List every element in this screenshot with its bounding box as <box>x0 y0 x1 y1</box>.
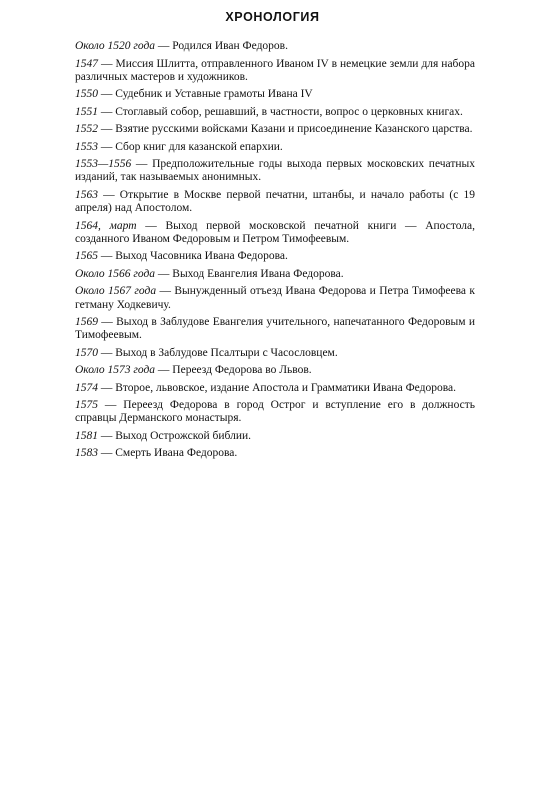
entry-date: 1563 <box>75 188 98 201</box>
page-title: ХРОНОЛОГИЯ <box>225 10 320 24</box>
chronology-entry: 1553 — Сбор книг для казанской епархии. <box>75 140 283 153</box>
chronology-entry: 1547 — Миссия Шлитта, отправленного Иваном IV в немецкие земли для набора различных мастеров и художников. <box>75 57 476 83</box>
entry-text: Предположительные годы выхода первых московских печатных изданий, так называемых анонимных. <box>75 158 476 184</box>
chronology-entry: 1570 — Выход в Заблудове Псалтыри с Часословцем. <box>75 346 338 359</box>
entry-text: Родился Иван Федоров. <box>172 40 288 52</box>
entry-text: Выход Острожской библии. <box>115 429 252 442</box>
chronology-entry: 1569 — Выход в Заблудове Евангелия учительного, напечатанного Федоровым и Тимофеевым. <box>75 316 475 342</box>
entry-date: 1583 <box>75 447 98 460</box>
chronology-entry: Около 1567 года — Вынужденный отъезд Ивана Федорова и Петра Тимофеева к гетману Ходкевичу. <box>75 285 476 311</box>
chronology-entry: 1581 — Выход Острожской библии. <box>75 429 252 442</box>
entry-date: 1569 <box>75 316 98 329</box>
entry-date: 1553 <box>75 140 98 153</box>
entry-date: Около 1520 года <box>75 40 156 52</box>
entry-text: Миссия Шлитта, отправленного Иваном IV в немецкие земли для набора различных мастеров и художников. <box>75 57 476 83</box>
chronology-entry: 1563 — Открытие в Москве первой печатни, штанбы, и начало работы (с 19 апреля) над Апостолом. <box>75 188 475 215</box>
entry-text: Выход в Заблудове Евангелия учительного, напечатанного Федоровым и Тимофеевым. <box>75 316 475 342</box>
entry-text: Переезд Федорова в город Острог и вступление его в должность справцы Дерманского монастыря. <box>75 399 475 425</box>
chronology-entry: Около 1573 года — Переезд Федорова во Львов. <box>75 364 312 377</box>
entry-date: 1551 <box>75 105 98 118</box>
entry-text: Второе, львовское, издание Апостола и Грамматики Ивана Федорова. <box>115 381 456 394</box>
entry-text: Сбор книг для казанской епархии. <box>115 140 283 153</box>
entry-text: Выход первой московской печатной книги — Апостола, созданного Иваном Федоровым и Петром Тимофеевым. <box>75 219 476 245</box>
chronology-entry: 1574 — Второе, львовское, издание Апостола и Грамматики Ивана Федорова. <box>75 381 456 394</box>
entry-date: 1574 <box>75 381 98 394</box>
entry-date: 1575 <box>75 399 98 412</box>
chronology-entry: 1552 — Взятие русскими войсками Казани и присоединение Казанского царства. <box>75 123 473 136</box>
chronology-entry: 1583 — Смерть Ивана Федорова. <box>75 447 238 460</box>
entry-text: Выход в Заблудове Псалтыри с Часословцем. <box>115 346 338 359</box>
chronology-entry: Около 1566 года — Выход Евангелия Ивана Федорова. <box>75 267 344 280</box>
entry-date: 1581 <box>75 429 98 442</box>
entry-text: Вынужденный отъезд Ивана Федорова и Петра Тимофеева к гетману Ходкевичу. <box>75 285 476 311</box>
entry-text: Смерть Ивана Федорова. <box>115 447 238 460</box>
chronology-list <box>75 40 475 465</box>
entry-date: Около 1573 года <box>75 364 156 377</box>
entry-text: Взятие русскими войсками Казани и присоединение Казанского царства. <box>115 123 473 136</box>
entry-date: 1550 <box>75 88 98 101</box>
entry-date: 1552 <box>75 123 98 136</box>
entry-text: Судебник и Уставные грамоты Ивана IV <box>115 88 313 101</box>
chronology-entry: 1551 — Стоглавый собор, решавший, в частности, вопрос о церковных книгах. <box>75 105 463 118</box>
entry-date: 1570 <box>75 346 98 359</box>
chronology-entry: 1553—1556 — Предположительные годы выхода первых московских печатных изданий, так называемых анонимных. <box>75 158 476 184</box>
chronology-entry: 1565 — Выход Часовника Ивана Федорова. <box>75 250 288 263</box>
entry-date: 1564, март <box>75 219 137 232</box>
entry-text: Открытие в Москве первой печатни, штанбы, и начало работы (с 19 апреля) над Апостолом. <box>75 188 475 215</box>
entry-text: Выход Евангелия Ивана Федорова. <box>172 267 344 280</box>
entry-date: 1565 <box>75 250 98 263</box>
entry-text: Стоглавый собор, решавший, в частности, вопрос о церковных книгах. <box>115 105 463 118</box>
entry-date: 1553—1556 <box>75 158 132 171</box>
entry-date: Около 1567 года <box>75 285 157 298</box>
entry-date: 1547 <box>75 57 98 70</box>
chronology-entry: Около 1520 года — Родился Иван Федоров. <box>75 40 288 52</box>
chronology-entry: 1564, март — Выход первой московской печатной книги — Апостола, созданного Иваном Федоровым и Петром Тимофеевым. <box>75 219 476 245</box>
entry-date: Около 1566 года <box>75 267 156 280</box>
entry-text: Выход Часовника Ивана Федорова. <box>115 250 288 263</box>
entry-text: Переезд Федорова во Львов. <box>172 364 312 377</box>
chronology-entry: 1550 — Судебник и Уставные грамоты Ивана IV <box>75 88 313 101</box>
chronology-entry: 1575 — Переезд Федорова в город Острог и вступление его в должность справцы Дерманского монастыря. <box>75 399 475 425</box>
